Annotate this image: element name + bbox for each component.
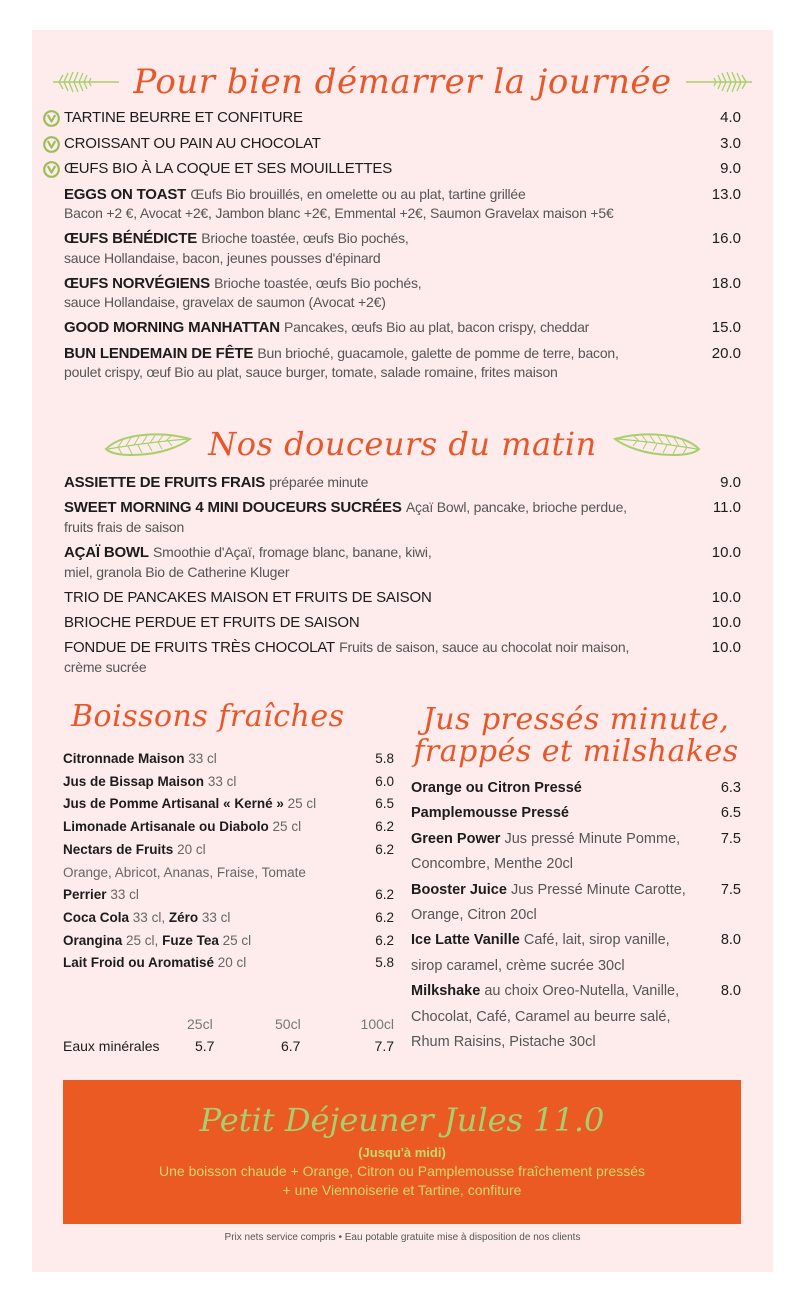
sweets-list xyxy=(32,473,773,683)
juice-price: 6.3 xyxy=(720,780,741,796)
drink-item xyxy=(63,952,394,975)
juice-description-extra: Chocolat, Café, Caramel au beurre salé, xyxy=(411,1008,671,1025)
menu-item xyxy=(32,274,773,319)
juice-item xyxy=(411,979,741,1055)
drink-item xyxy=(63,884,394,907)
drink-name: Fuze Tea xyxy=(162,932,219,948)
juice-name: Milkshake xyxy=(411,983,481,1000)
menu-item xyxy=(32,473,773,498)
drink-name: Jus de Bissap Maison xyxy=(63,773,205,789)
juice-price: 7.5 xyxy=(720,830,741,847)
menu-item xyxy=(32,318,773,344)
item-description: Fruits de saison, sauce au chocolat noir maison, xyxy=(339,639,630,655)
item-name: ŒUFS BÉNÉDICTE xyxy=(64,230,198,247)
item-price: 10.0 xyxy=(711,544,741,561)
sweets-title: Nos douceurs du matin xyxy=(208,425,597,463)
juice-item xyxy=(411,878,741,929)
item-name: SWEET MORNING 4 MINI DOUCEURS SUCRÉES xyxy=(64,499,402,516)
item-name: EGGS ON TOAST xyxy=(64,185,187,203)
item-name: TRIO DE PANCAKES MAISON ET FRUITS DE SAISON xyxy=(64,589,432,606)
juice-price: 8.0 xyxy=(720,983,741,1000)
sweets-header xyxy=(32,422,773,466)
item-price: 11.0 xyxy=(712,499,741,516)
item-description-extra: Bacon +2 €, Avocat +2€, Jambon blanc +2€, Emmental +2€, Saumon Gravelax maison +5€ xyxy=(64,205,614,221)
item-price: 15.0 xyxy=(711,319,741,336)
drink-note xyxy=(63,862,394,885)
item-description-extra: crème sucrée xyxy=(64,658,147,675)
water-size: 100cl xyxy=(360,1016,394,1032)
item-description: Bun brioché, guacamole, galette de pomme de terre, bacon, xyxy=(257,344,619,361)
juice-price: 7.5 xyxy=(720,881,741,898)
drink-volume: 33 cl, xyxy=(132,909,166,925)
drink-name: Nectars de Fruits xyxy=(63,841,174,857)
juice-description: Jus Pressé Minute Carotte, xyxy=(510,881,686,898)
drink-price: 6.0 xyxy=(375,773,394,789)
item-price: 10.0 xyxy=(711,639,741,656)
cold-drinks-title: Boissons fraîches xyxy=(71,699,345,734)
drink-item xyxy=(63,748,394,771)
leaf-icon xyxy=(611,429,703,459)
drink-price: 6.2 xyxy=(375,887,394,903)
drink-volume: 20 cl xyxy=(177,841,206,857)
item-description-extra: fruits frais de saison xyxy=(64,518,185,535)
water-price: 7.7 xyxy=(374,1038,394,1054)
item-name: BRIOCHE PERDUE ET FRUITS DE SAISON xyxy=(64,614,360,631)
juice-description-extra: sirop caramel, crème sucrée 30cl xyxy=(411,957,625,974)
juice-name: Green Power xyxy=(411,830,501,847)
mineral-water-table xyxy=(63,1016,394,1060)
item-description-extra: sauce Hollandaise, bacon, jeunes pousses d'épinard xyxy=(64,249,381,266)
promo-subtitle: (Jusqu'à midi) xyxy=(358,1145,446,1160)
drink-volume: 25 cl xyxy=(287,796,317,812)
juice-name: Booster Juice xyxy=(411,881,507,898)
menu-page xyxy=(32,30,773,1272)
drink-volume: 33 cl xyxy=(207,773,237,789)
item-name: ŒUFS NORVÉGIENS xyxy=(64,274,210,292)
juices-title-line1: Jus pressés minute, xyxy=(422,702,730,737)
vegetarian-icon xyxy=(43,136,60,153)
vegetarian-icon xyxy=(43,110,60,127)
juice-description: au choix Oreo-Nutella, Vanille, xyxy=(484,983,680,1000)
breakfast-title: Pour bien démarrer la journée xyxy=(133,62,672,102)
item-name: BUN LENDEMAIN DE FÊTE xyxy=(64,344,254,362)
item-name: FONDUE DE FRUITS TRÈS CHOCOLAT xyxy=(64,639,335,656)
drink-name: Lait Froid ou Aromatisé xyxy=(63,955,215,971)
drink-item xyxy=(63,930,394,953)
juice-description-extra: Rhum Raisins, Pistache 30cl xyxy=(411,1034,596,1051)
leaf-icon xyxy=(102,429,194,459)
drink-name: Perrier xyxy=(63,887,107,903)
drink-item xyxy=(63,839,394,862)
juice-item xyxy=(411,776,741,801)
promo-line: Une boisson chaude + Orange, Citron ou Pamplemousse fraîchement pressés xyxy=(159,1163,645,1179)
juices-title-line2: frappés et milshakes xyxy=(413,734,739,769)
item-name: AÇAÏ BOWL xyxy=(64,544,149,561)
drink-name: Coca Cola xyxy=(63,909,130,925)
drink-price: 6.2 xyxy=(375,932,394,948)
water-size: 50cl xyxy=(275,1016,301,1032)
drink-name: Limonade Artisanale ou Diabolo xyxy=(63,819,269,835)
item-description: préparée minute xyxy=(269,474,369,490)
drink-price: 5.8 xyxy=(375,955,394,971)
water-size: 25cl xyxy=(187,1016,213,1032)
item-price: 16.0 xyxy=(711,230,741,247)
juice-description: Jus pressé Minute Pomme, xyxy=(504,830,681,847)
menu-item xyxy=(32,134,773,160)
juice-description: Café, lait, sirop vanille, xyxy=(523,932,670,949)
juice-name: Orange ou Citron Pressé xyxy=(411,780,582,796)
item-description-extra: poulet crispy, œuf Bio au plat, sauce burger, tomate, salade romaine, frites maison xyxy=(64,364,558,380)
fern-icon xyxy=(684,70,754,94)
menu-item xyxy=(32,185,773,230)
item-price: 3.0 xyxy=(720,134,741,152)
drink-volume: 20 cl xyxy=(217,955,247,971)
item-description: Brioche toastée, œufs Bio pochés, xyxy=(214,274,422,291)
juice-description-extra: Concombre, Menthe 20cl xyxy=(411,856,573,873)
drink-price: 6.2 xyxy=(375,841,394,857)
vegetarian-icon xyxy=(43,161,60,178)
drink-volume: 25 cl xyxy=(272,819,302,835)
item-description: Œufs Bio brouillés, en omelette ou au plat, tartine grillée xyxy=(190,185,526,202)
drink-volume: 25 cl, xyxy=(126,932,159,948)
juice-price: 6.5 xyxy=(720,805,741,822)
drink-price: 5.8 xyxy=(375,751,394,766)
menu-item xyxy=(32,498,773,543)
cold-drinks-section xyxy=(63,699,394,975)
drink-item xyxy=(63,771,394,794)
breakfast-list xyxy=(32,108,773,388)
promo-box xyxy=(63,1080,741,1224)
item-description: Brioche toastée, œufs Bio pochés, xyxy=(201,230,409,246)
menu-item xyxy=(32,108,773,134)
juice-description-extra: Orange, Citron 20cl xyxy=(411,907,537,924)
menu-item xyxy=(32,638,773,683)
drink-price: 6.2 xyxy=(375,909,394,925)
item-price: 10.0 xyxy=(711,589,741,606)
juices-title xyxy=(411,702,741,776)
menu-item xyxy=(32,543,773,588)
item-name: TARTINE BEURRE ET CONFITURE xyxy=(64,109,303,126)
drink-name: Zéro xyxy=(168,909,199,925)
promo-title: Petit Déjeuner Jules 11.0 xyxy=(199,1101,605,1139)
item-description-extra: sauce Hollandaise, gravelax de saumon (Avocat +2€) xyxy=(64,294,386,310)
promo-line: + une Viennoiserie et Tartine, confiture xyxy=(282,1182,522,1198)
drink-name: Jus de Pomme Artisanal « Kerné » xyxy=(63,796,284,812)
item-description-extra: miel, granola Bio de Catherine Kluger xyxy=(64,563,290,580)
item-price: 9.0 xyxy=(720,474,741,491)
drink-name: Orangina xyxy=(63,932,123,948)
juice-item xyxy=(411,928,741,979)
drink-item xyxy=(63,793,394,816)
drink-item xyxy=(63,907,394,930)
menu-item xyxy=(32,588,773,613)
drink-price: 6.2 xyxy=(375,819,394,835)
drink-price: 6.5 xyxy=(375,796,394,812)
drink-item xyxy=(63,816,394,839)
item-description: Smoothie d'Açaï, fromage blanc, banane, kiwi, xyxy=(153,544,432,560)
breakfast-header xyxy=(32,58,773,106)
item-price: 9.0 xyxy=(720,160,741,177)
menu-item xyxy=(32,344,773,389)
juice-item xyxy=(411,827,741,878)
juices-section xyxy=(411,702,741,1055)
juice-price: 8.0 xyxy=(720,932,741,949)
item-price: 18.0 xyxy=(711,274,741,292)
water-label: Eaux minérales xyxy=(63,1038,160,1054)
drink-name: Citronnade Maison xyxy=(63,751,185,766)
menu-item xyxy=(32,613,773,638)
item-price: 10.0 xyxy=(711,614,741,631)
item-name: ŒUFS BIO À LA COQUE ET SES MOUILLETTES xyxy=(64,160,393,177)
item-description: Pancakes, œufs Bio au plat, bacon crispy, cheddar xyxy=(284,319,590,335)
water-price: 5.7 xyxy=(195,1038,215,1054)
item-price: 20.0 xyxy=(711,344,741,362)
item-description: Açaï Bowl, pancake, brioche perdue, xyxy=(405,499,627,515)
juice-name: Pamplemousse Pressé xyxy=(411,805,569,822)
water-price: 6.7 xyxy=(281,1038,301,1054)
drink-volume: 25 cl xyxy=(222,932,252,948)
fern-icon xyxy=(51,70,121,94)
juice-item xyxy=(411,801,741,826)
drink-volume: 33 cl xyxy=(110,887,139,903)
drink-volume: 33 cl xyxy=(188,751,217,766)
footer-note: Prix nets service compris • Eau potable gratuite mise à disposition de nos clients xyxy=(224,1232,581,1243)
item-name: ASSIETTE DE FRUITS FRAIS xyxy=(64,474,266,491)
menu-item xyxy=(32,159,773,185)
juice-name: Ice Latte Vanille xyxy=(411,932,520,949)
item-name: GOOD MORNING MANHATTAN xyxy=(64,319,280,336)
item-price: 13.0 xyxy=(711,185,741,203)
menu-item xyxy=(32,229,773,274)
drink-volume: 33 cl xyxy=(201,909,231,925)
drink-flavors: Orange, Abricot, Ananas, Fraise, Tomate xyxy=(63,864,306,880)
item-price: 4.0 xyxy=(720,109,741,126)
item-name: CROISSANT OU PAIN AU CHOCOLAT xyxy=(64,134,321,152)
